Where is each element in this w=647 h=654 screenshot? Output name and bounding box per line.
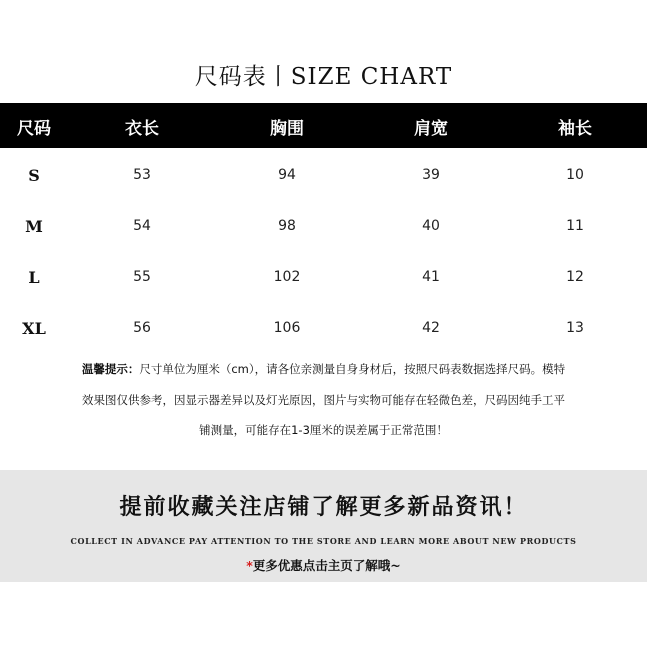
note-line-3: 铺测量，可能存在1-3厘米的误差属于正常范围！ bbox=[199, 423, 448, 437]
sleeve-cell: 11 bbox=[566, 218, 584, 234]
length-cell: 55 bbox=[133, 269, 151, 285]
bust-cell: 106 bbox=[273, 320, 301, 336]
bust-cell: 98 bbox=[278, 218, 296, 234]
promo-subline-text: 更多优惠点击主页了解哦~ bbox=[252, 558, 401, 573]
sleeve-cell: 13 bbox=[566, 320, 584, 336]
chart-title: 尺码表丨SIZE CHART bbox=[194, 64, 453, 90]
header-sleeve: 袖长 bbox=[558, 119, 592, 139]
table-header-bar bbox=[0, 103, 647, 148]
sleeve-cell: 10 bbox=[566, 167, 584, 183]
note-text-1: 尺寸单位为厘米（cm），请各位亲测量自身身材后，按照尺码表数据选择尺码。模特 bbox=[139, 362, 566, 376]
shoulder-cell: 41 bbox=[422, 269, 440, 285]
size-cell: S bbox=[28, 166, 40, 185]
bust-cell: 94 bbox=[278, 167, 296, 183]
promo-headline: 提前收藏关注店铺了解更多新品资讯！ bbox=[119, 494, 528, 520]
bust-cell: 102 bbox=[273, 269, 301, 285]
shoulder-cell: 39 bbox=[422, 167, 440, 183]
header-shoulder: 肩宽 bbox=[414, 119, 448, 139]
header-size: 尺码 bbox=[17, 119, 51, 139]
size-cell: M bbox=[25, 217, 43, 236]
shoulder-cell: 42 bbox=[422, 320, 440, 336]
note-line-2: 效果图仅供参考，因显示器差异以及灯光原因，图片与实物可能存在轻微色差，尺码因纯手工平 bbox=[82, 393, 565, 407]
length-cell: 54 bbox=[133, 218, 151, 234]
size-cell: L bbox=[28, 268, 40, 287]
size-cell: XL bbox=[22, 319, 46, 338]
length-cell: 53 bbox=[133, 167, 151, 183]
promo-subline bbox=[0, 556, 647, 574]
length-cell: 56 bbox=[133, 320, 151, 336]
note-label: 温馨提示： bbox=[81, 362, 140, 376]
star-mark: * bbox=[246, 558, 253, 573]
sleeve-cell: 12 bbox=[566, 269, 584, 285]
shoulder-cell: 40 bbox=[422, 218, 440, 234]
promo-english-line: COLLECT IN ADVANCE PAY ATTENTION TO THE STORE AND LEARN MORE ABOUT NEW PRODUCTS bbox=[70, 536, 577, 546]
header-length: 衣长 bbox=[125, 119, 159, 139]
header-bust: 胸围 bbox=[270, 119, 304, 139]
note-line-1 bbox=[0, 361, 647, 377]
